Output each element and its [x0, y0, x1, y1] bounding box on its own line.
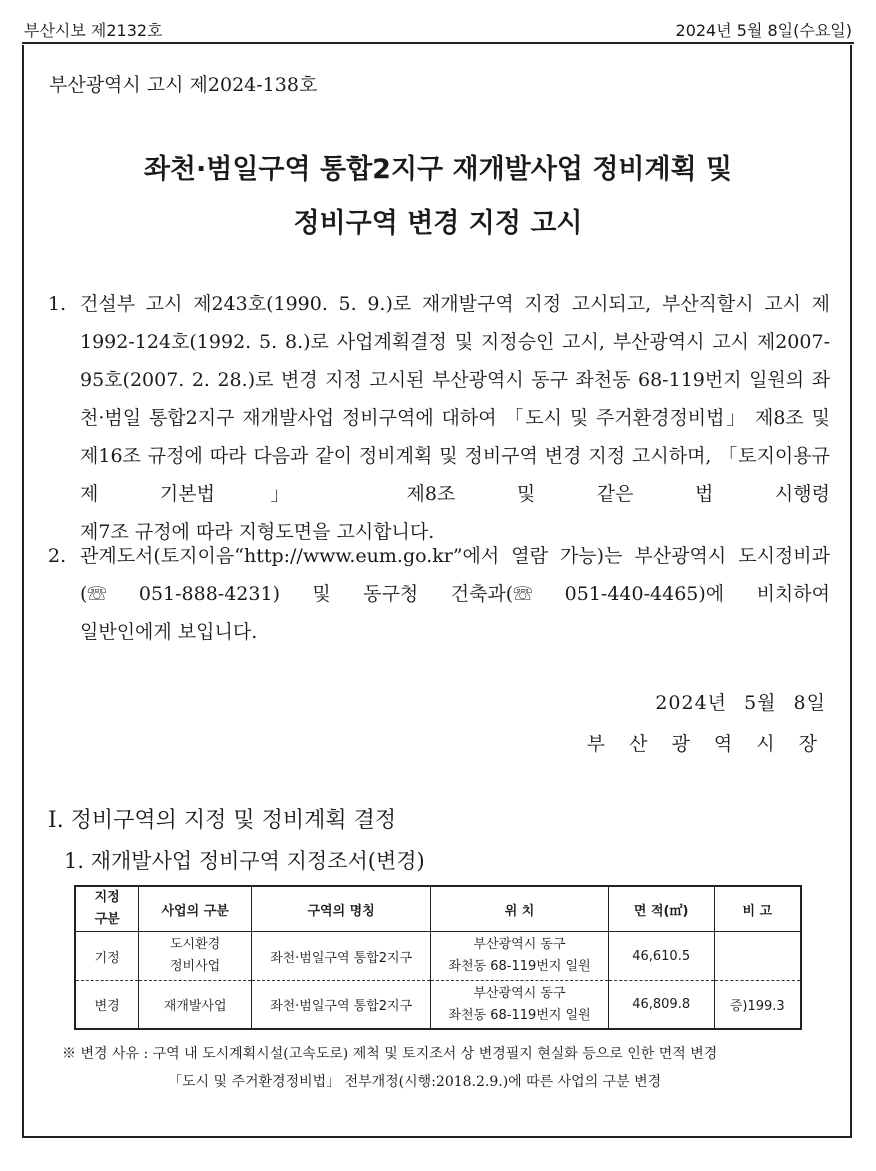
paragraph-2-text: [80, 537, 830, 651]
row-location: 부산광역시 동구 좌천동 68-119번지 일원: [431, 932, 608, 981]
row-business: 도시환경 정비사업: [139, 932, 252, 981]
row-zone-name: 좌천·범일구역 통합2지구: [251, 981, 430, 1030]
table-row: [75, 932, 801, 981]
paragraph-2-body: 관계도서(토지이음“http://www.eum.go.kr”에서 열람 가능)는 부산광역시 도시정비과(☏ 051-888-4231) 및 동구청 건축과(☏ 051-440-4465)에 비치하여: [80, 545, 830, 605]
row-remarks: 증)199.3: [714, 981, 801, 1030]
paragraph-1-last-line: 제7조 규정에 따라 지형도면을 고시합니다.: [80, 521, 435, 543]
header-business-type: 사업의 구분: [139, 886, 252, 932]
bulletin-issue: 부산시보 제2132호: [24, 21, 163, 40]
paragraph-1-text: [80, 285, 830, 551]
paragraph-1: [48, 285, 830, 551]
row-business: 재개발사업: [139, 981, 252, 1030]
subsection-title: 1. 재개발사업 정비구역 지정조서(변경): [64, 849, 425, 873]
row-area: 46,809.8: [608, 981, 714, 1030]
notice-date: 2024년 5월 8일: [655, 692, 826, 714]
row-location: 부산광역시 동구 좌천동 68-119번지 일원: [431, 981, 608, 1030]
issuer-name: 부 산 광 역 시 장: [586, 733, 826, 755]
header-location: 위 치: [431, 886, 608, 932]
title-line-1: 좌천·범일구역 통합2지구 재개발사업 정비계획 및: [143, 154, 733, 185]
row-remarks: [714, 932, 801, 981]
table-header-row: [75, 886, 801, 932]
header-remarks: 비 고: [714, 886, 801, 932]
change-reason-note-2: 「도시 및 주거환경정비법」 전부개정(시행:2018.2.9.)에 따른 사업의 구분 변경: [168, 1074, 662, 1090]
header-designation-type: 지정 구분: [75, 886, 139, 932]
paragraph-2-number: 2.: [48, 545, 67, 567]
section-title: I. 정비구역의 지정 및 정비계획 결정: [48, 808, 397, 833]
row-zone-name: 좌천·범일구역 통합2지구: [251, 932, 430, 981]
header-zone-name: 구역의 명칭: [251, 886, 430, 932]
row-area: 46,610.5: [608, 932, 714, 981]
paragraph-2-last-line: 일반인에게 보입니다.: [80, 621, 258, 643]
header-rule: [22, 42, 854, 44]
header-area: 면 적(㎡): [608, 886, 714, 932]
paragraph-1-number: 1.: [48, 293, 67, 315]
row-type: 변경: [75, 981, 139, 1030]
designation-table: [74, 885, 802, 1030]
paragraph-2: [48, 537, 830, 651]
bulletin-date: 2024년 5월 8일(수요일): [675, 21, 852, 40]
table-row: [75, 981, 801, 1030]
paragraph-1-body: 건설부 고시 제243호(1990. 5. 9.)로 재개발구역 지정 고시되고, 부산직할시 고시 제1992-124호(1992. 5. 8.)로 사업계획결정 및 지정승인 고시, 부산광역시 고시 제2007-95호(2007. 2. 28.)로 변경 지정 고시된 부산광역시 동구 좌천동 68-119번지 일원의 좌천·범일 통합2지구 재개발사업 정비구역에 대하여 「도시 및 주거환경정비법」 제8조 및 제16조 규정에 따라 다음과 같이 정비계획 및 정비구역 변경 지정 고시하며, 「토지이용규제 기본법」 제8조 및 같은 법 시행령: [80, 293, 830, 505]
title-line-2: 정비구역 변경 지정 고시: [293, 208, 583, 239]
change-reason-note: ※ 변경 사유 : 구역 내 도시계획시설(고속도로) 제척 및 토지조서 상 변경필지 현실화 등으로 인한 면적 변경: [62, 1046, 718, 1062]
notice-number: 부산광역시 고시 제2024-138호: [49, 74, 318, 96]
row-type: 기정: [75, 932, 139, 981]
